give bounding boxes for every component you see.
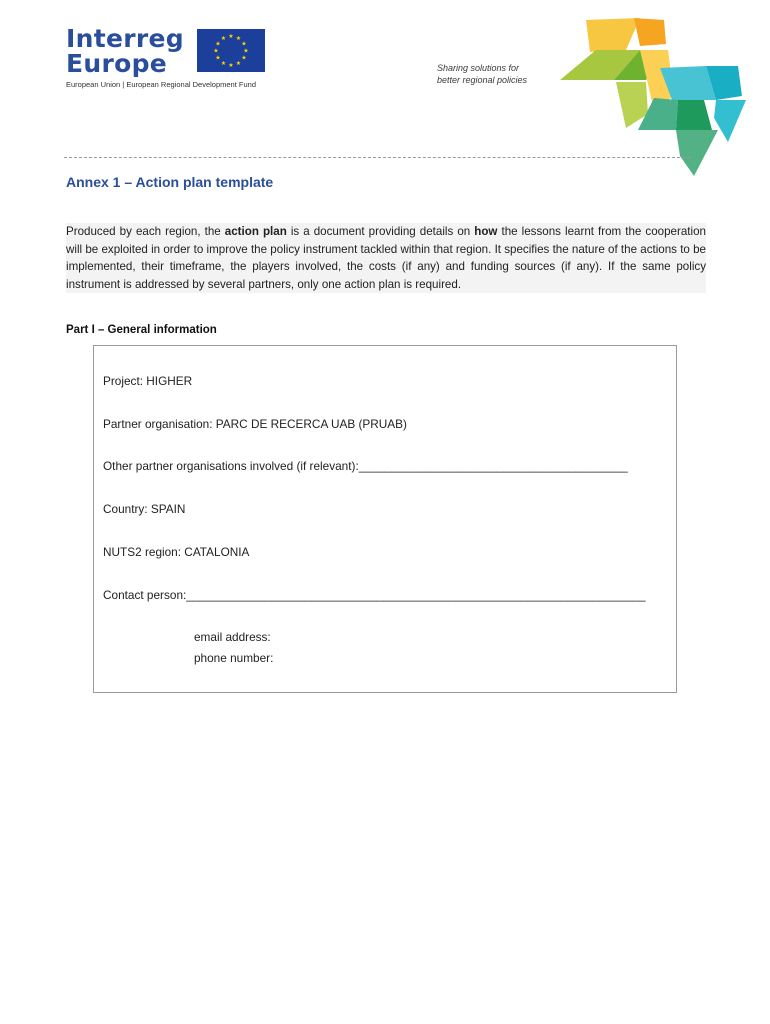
tagline-line-1: Sharing solutions for — [437, 63, 520, 73]
eu-flag-icon — [197, 29, 265, 72]
svg-text:★: ★ — [215, 54, 221, 62]
section-heading-part-1: Part I – General information — [66, 324, 217, 336]
project-field: Project: HIGHER — [103, 374, 193, 388]
svg-text:★: ★ — [220, 60, 227, 67]
intro-bold-how: how — [474, 225, 498, 238]
general-information-box — [93, 345, 677, 693]
svg-text:★: ★ — [243, 47, 249, 55]
other-partners-field: Other partner organisations involved (if relevant):_________________________________________ — [103, 459, 628, 473]
tagline-line-2: better regional policies — [437, 75, 528, 85]
logo-subtitle: European Union | European Regional Development Fund — [66, 80, 256, 89]
art-shape-seagreen-down — [676, 130, 718, 176]
logo-line-1: Interreg — [66, 24, 184, 53]
interreg-europe-logo — [66, 26, 196, 76]
svg-text:★: ★ — [235, 60, 242, 67]
art-shape-yellow — [586, 18, 640, 52]
header-divider — [64, 157, 690, 158]
svg-text:★: ★ — [215, 40, 221, 48]
page-title: Annex 1 – Action plan template — [66, 174, 274, 190]
contact-person-field: Contact person:______________________________________________________________________ — [103, 588, 646, 602]
country-field: Country: SPAIN — [103, 502, 186, 516]
intro-bold-action-plan: action plan — [224, 225, 287, 238]
tagline — [437, 62, 527, 86]
art-shape-orange — [634, 18, 666, 46]
phone-number-field: phone number: — [194, 651, 274, 665]
partner-organisation-field: Partner organisation: PARC DE RECERCA UAB (PRUAB) — [103, 417, 407, 431]
svg-text:★: ★ — [235, 35, 242, 42]
logo-line-2: Europe — [66, 49, 168, 78]
email-address-field: email address: — [194, 630, 271, 644]
svg-text:★: ★ — [213, 47, 219, 55]
art-shape-cyan-down — [714, 100, 746, 142]
intro-text-3: the lessons learnt from the cooperation will be exploited in order to improve the policy instrument tackled within that region. It specifies the nature of the actions to be implemented, their timeframe, the players involved, the costs (if any) and funding sources (if any). If the same policy instrument is addressed by several partners, only one action plan is required. — [66, 225, 707, 291]
svg-text:★: ★ — [228, 33, 234, 40]
svg-text:★: ★ — [241, 54, 247, 62]
decorative-arrow-artwork — [556, 14, 752, 180]
svg-text:★: ★ — [220, 35, 227, 42]
intro-paragraph — [66, 223, 706, 293]
art-shape-emerald — [676, 100, 712, 130]
svg-text:★: ★ — [241, 40, 247, 48]
intro-text-2: is a document providing details on — [286, 225, 475, 238]
nuts2-region-field: NUTS2 region: CATALONIA — [103, 545, 250, 559]
intro-text-1: Produced by each region, the — [66, 225, 225, 238]
svg-text:★: ★ — [228, 62, 234, 69]
